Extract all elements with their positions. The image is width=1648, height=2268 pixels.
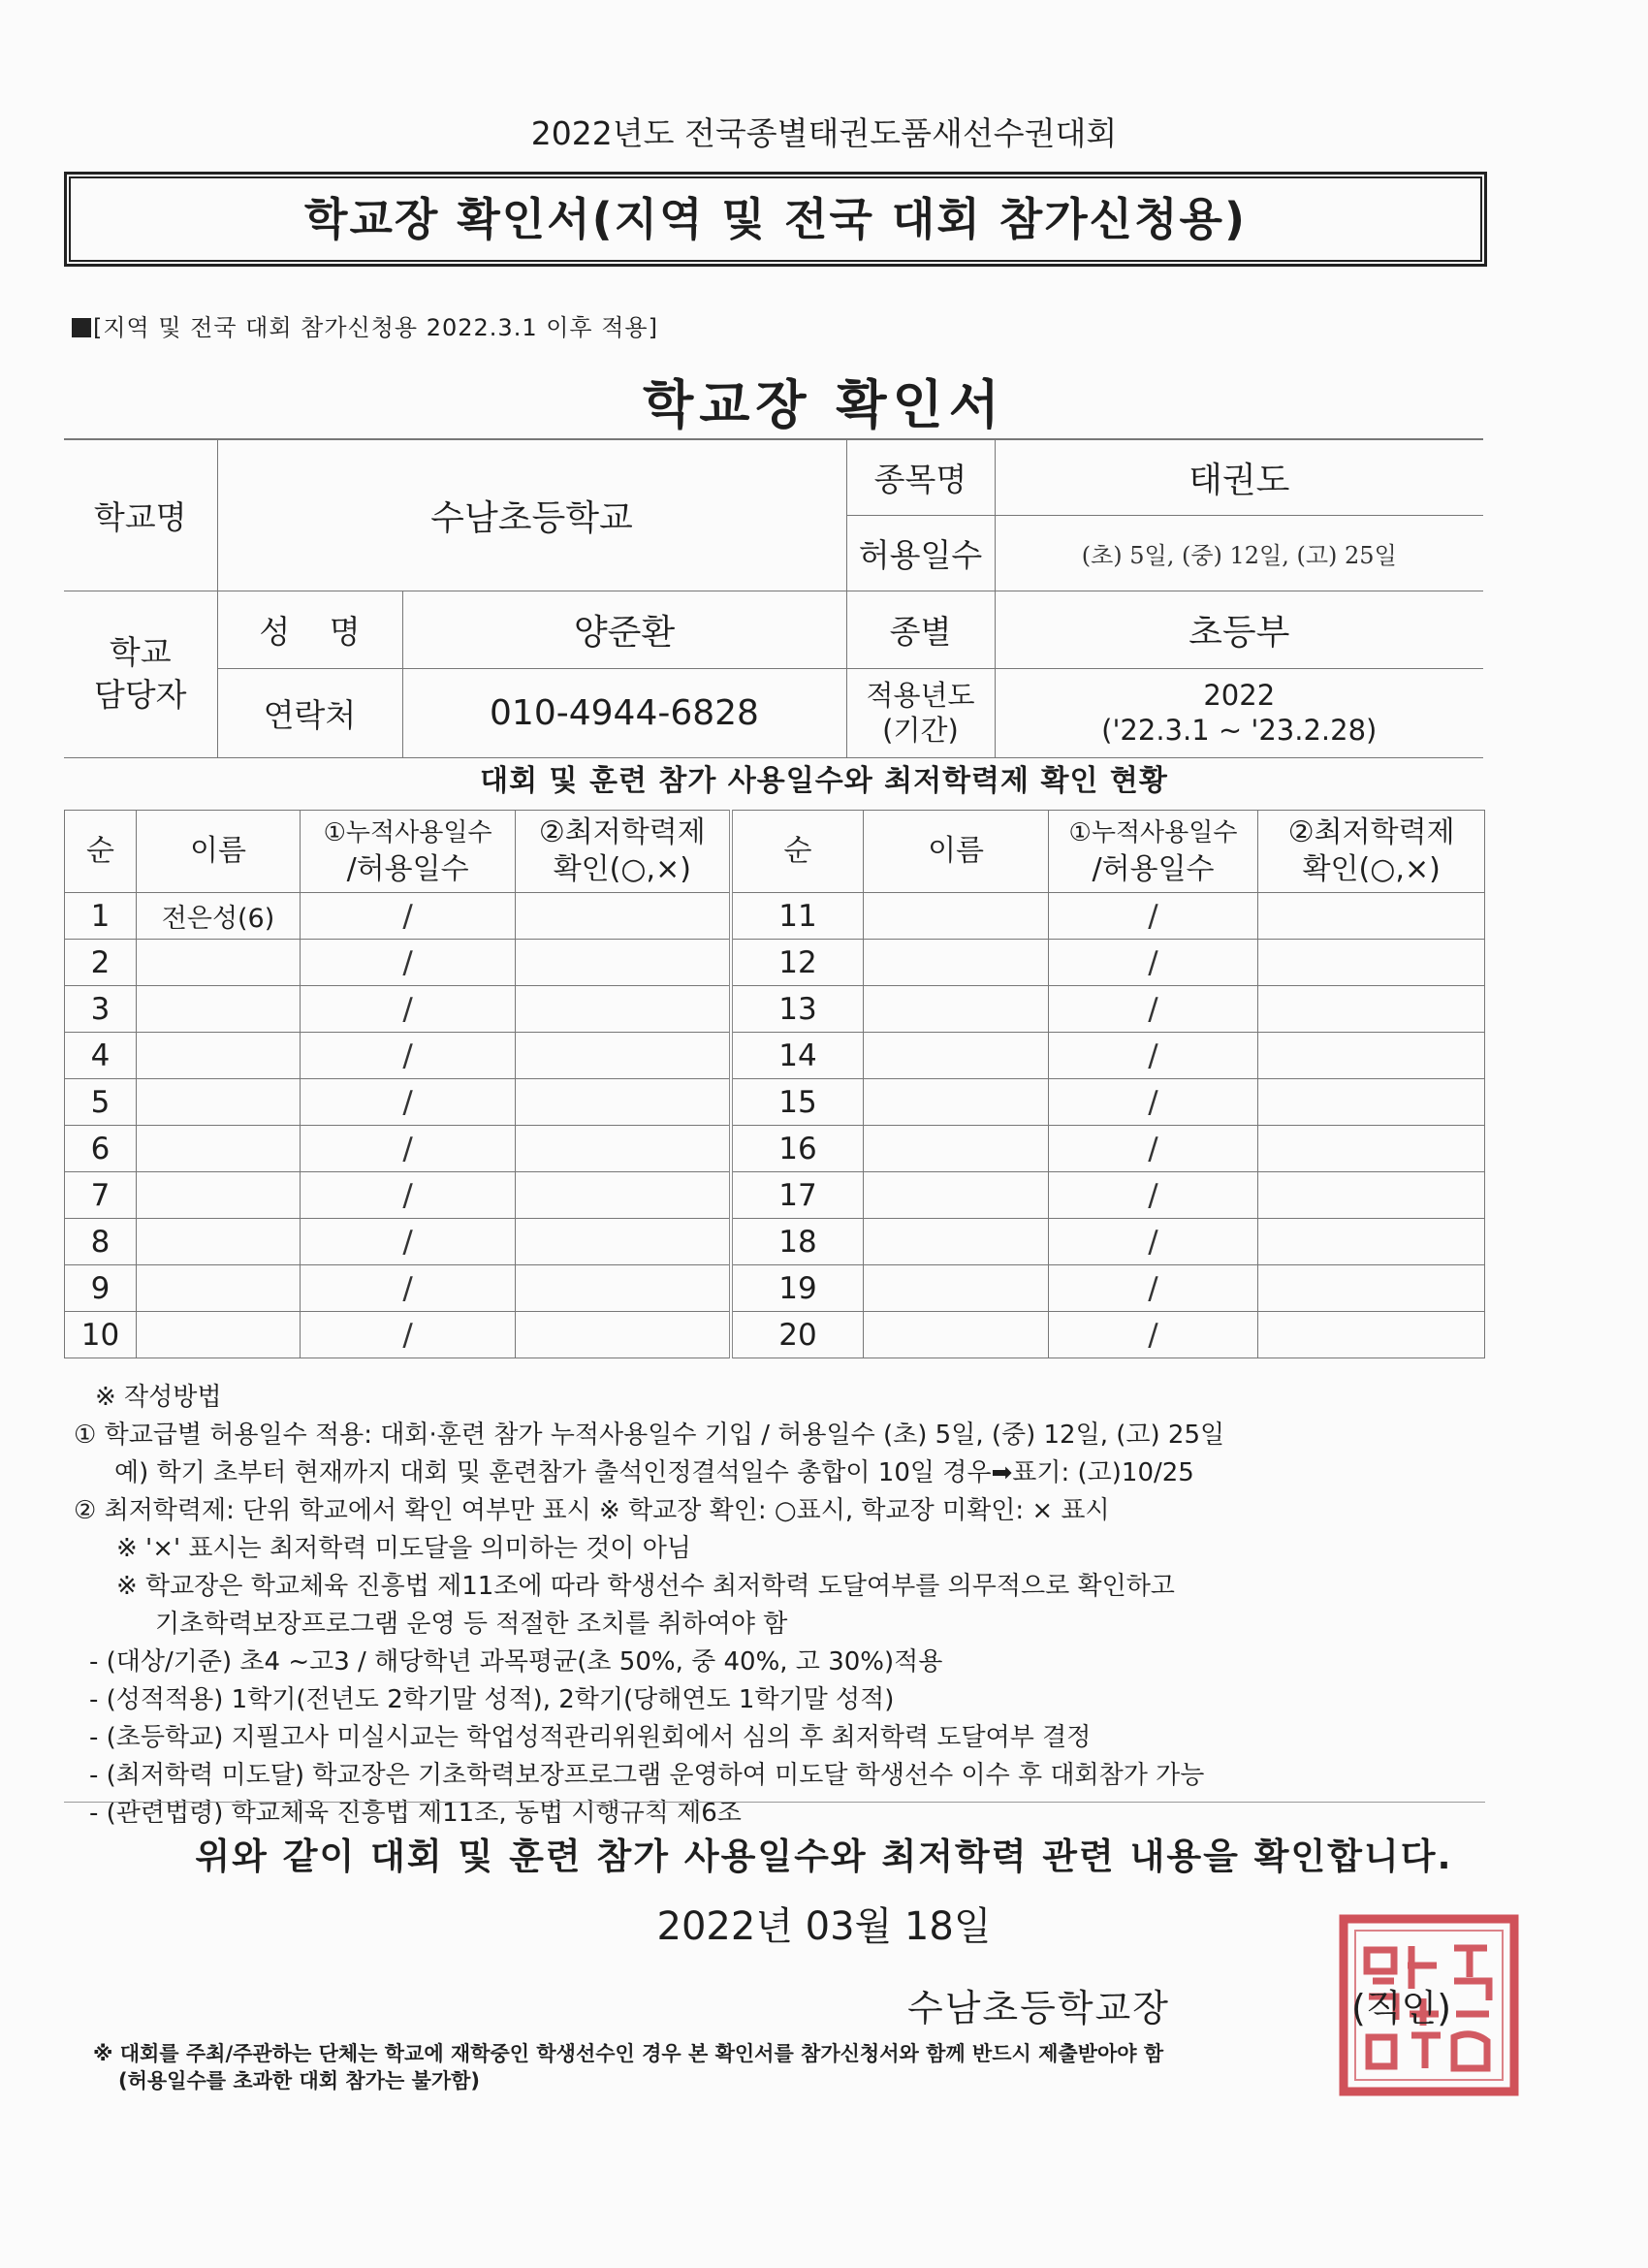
row-name [864,1079,1048,1126]
row-no: 15 [731,1079,864,1126]
row-check [516,893,731,940]
table-row [65,940,1485,986]
col-check-right-l1: ②최저학력제 [1287,815,1455,849]
row-name [136,940,300,986]
row-no: 3 [65,986,137,1033]
allowed-days-value: (초) 5일, (중) 12일, (고) 25일 [995,515,1483,591]
principal-signature: 수남초등학교장 [907,1987,1170,2029]
row-no: 17 [731,1172,864,1219]
division-label: 종별 [846,591,995,668]
row-check [1258,1126,1485,1172]
confirmation-statement: 위와 같이 대회 및 훈련 참가 사용일수와 최저학력 관련 내용을 확인합니다. [195,1836,1453,1877]
year-value-line1: 2022 [1203,679,1276,712]
event-title: 2022년도 전국종별태권도품새선수권대회 [530,114,1118,152]
row-days: / [1048,940,1258,986]
table-row [65,1079,1485,1126]
document-title: 학교장 확인서 [643,374,1005,435]
row-check [516,1265,731,1312]
instruction-line: - (성적적용) 1학기(전년도 2학기말 성적), 2학기(당해연도 1학기말 성적) [89,1685,895,1714]
applicability-note [72,308,658,342]
row-no: 2 [65,940,137,986]
row-days: / [1048,1265,1258,1312]
applicability-note-text: [지역 및 전국 대회 참가신청용 2022.3.1 이후 적용] [93,314,658,341]
row-days: / [1048,893,1258,940]
instruction-line: ② 최저학력제: 단위 학교에서 확인 여부만 표시 ※ 학교장 확인: ○표시, 학교장 미확인: × 표시 [74,1496,1110,1525]
instruction-line: 기초학력보장프로그램 운영 등 적절한 조치를 취하여야 함 [155,1610,788,1639]
instruction-line: ① 학교급별 허용일수 적용: 대회·훈련 참가 누적사용일수 기입 / 허용일수 (초) 5일, (중) 12일, (고) 25일 [74,1421,1225,1450]
table-row [65,1033,1485,1079]
row-days: / [1048,1079,1258,1126]
row-name [136,1126,300,1172]
year-value-line2: ('22.3.1 ~ '23.2.28) [1101,714,1378,747]
year-value [995,668,1483,757]
table-row [65,1172,1485,1219]
col-name-right: 이름 [864,811,1048,893]
row-name [136,1265,300,1312]
divider [64,1802,1485,1803]
col-no-left: 순 [65,811,137,893]
row-no: 9 [65,1265,137,1312]
row-check [516,1033,731,1079]
col-days-right-l1: ①누적사용일수 [1068,818,1238,847]
col-days-right [1048,811,1258,893]
col-days-left-l1: ①누적사용일수 [323,818,492,847]
row-name [136,1033,300,1079]
school-label: 학교명 [64,439,217,591]
year-label-line2: (기간) [882,714,959,747]
row-no: 8 [65,1219,137,1265]
contact-value: 010-4944-6828 [402,668,846,757]
year-label [846,668,995,757]
row-no: 7 [65,1172,137,1219]
row-name [864,940,1048,986]
table-row [65,1219,1485,1265]
instructions [74,1379,1508,1833]
instruction-line: - (관련법령) 학교체육 진흥법 제11조, 동법 시행규칙 제6조 [89,1799,742,1828]
row-name [136,1219,300,1265]
instruction-line: - (대상/기준) 초4 ~고3 / 해당학년 과목평균(초 50%, 중 40%, 고 30%)적용 [89,1647,943,1677]
row-days: / [301,940,516,986]
row-check [516,1219,731,1265]
row-days: / [301,893,516,940]
row-name [136,1312,300,1358]
col-check-right-l2: 확인(○,×) [1302,852,1441,886]
row-check [1258,1312,1485,1358]
col-days-left-l2: /허용일수 [346,852,469,886]
manager-label-line2: 담당자 [93,676,187,714]
table-row [65,1265,1485,1312]
row-no: 10 [65,1312,137,1358]
row-days: / [301,1079,516,1126]
square-bullet-icon [72,318,91,337]
row-days: / [1048,1126,1258,1172]
row-no: 6 [65,1126,137,1172]
row-no: 16 [731,1126,864,1172]
col-days-right-l2: /허용일수 [1092,852,1215,886]
row-days: / [301,986,516,1033]
col-check-right [1258,811,1485,893]
row-no: 13 [731,986,864,1033]
row-name [136,1079,300,1126]
form-title: 학교장 확인서(지역 및 전국 대회 참가신청용) [304,193,1247,245]
row-name: 전은성(6) [136,893,300,940]
footnote-line: ※ 대회를 주최/주관하는 단체는 학교에 재학중인 학생선수인 경우 본 확인서를 참가신청서와 함께 반드시 제출받아야 함 [93,2042,1164,2065]
row-days: / [1048,986,1258,1033]
row-name [864,1219,1048,1265]
division-value: 초등부 [995,591,1483,668]
row-check [1258,940,1485,986]
row-days: / [1048,1312,1258,1358]
row-no: 18 [731,1219,864,1265]
footnote-line: (허용일수를 초과한 대회 참가는 불가함) [118,2069,481,2092]
col-name-left: 이름 [136,811,300,893]
year-label-line1: 적용년도 [866,679,975,712]
row-no: 19 [731,1265,864,1312]
row-check [516,986,731,1033]
table-row [65,1126,1485,1172]
row-check [1258,1033,1485,1079]
row-check [1258,893,1485,940]
table-row [65,1312,1485,1358]
sport-value: 태권도 [995,439,1483,515]
row-name [864,893,1048,940]
row-name [864,986,1048,1033]
row-name [864,1126,1048,1172]
row-name [864,1172,1048,1219]
col-check-left [516,811,731,893]
row-no: 11 [731,893,864,940]
row-check [1258,1219,1485,1265]
row-check [516,1079,731,1126]
school-value: 수남초등학교 [217,439,846,591]
row-days: / [1048,1033,1258,1079]
row-days: / [301,1033,516,1079]
row-name [864,1033,1048,1079]
row-name [864,1312,1048,1358]
table-row [65,893,1485,940]
name-value: 양준환 [402,591,846,668]
row-no: 20 [731,1312,864,1358]
seal-mark: (직인) [1351,1987,1452,2029]
row-days: / [1048,1172,1258,1219]
row-check [1258,1172,1485,1219]
instruction-line: 예) 학기 초부터 현재까지 대회 및 훈련참가 출석인정결석일수 총합이 10일 경우➡표기: (고)10/25 [114,1458,1194,1487]
row-no: 12 [731,940,864,986]
instruction-line: - (최저학력 미도달) 학교장은 기초학력보장프로그램 운영하여 미도달 학생선수 이수 후 대회참가 가능 [89,1761,1205,1790]
row-days: / [301,1126,516,1172]
row-name [864,1265,1048,1312]
row-no: 1 [65,893,137,940]
col-check-left-l2: 확인(○,×) [553,852,691,886]
row-check [516,1172,731,1219]
row-check [516,940,731,986]
row-days: / [301,1172,516,1219]
row-check [1258,986,1485,1033]
row-check [516,1126,731,1172]
row-days: / [301,1312,516,1358]
row-name [136,1172,300,1219]
manager-label [64,591,217,757]
col-days-left [301,811,516,893]
row-no: 5 [65,1079,137,1126]
row-days: / [1048,1219,1258,1265]
contact-label: 연락처 [217,668,402,757]
status-title: 대회 및 훈련 참가 사용일수와 최저학력제 확인 현황 [480,764,1168,798]
row-name [136,986,300,1033]
col-no-right: 순 [731,811,864,893]
row-no: 14 [731,1033,864,1079]
manager-label-line1: 학교 [109,633,172,671]
form-title-box [64,172,1487,267]
usage-grid [64,810,1485,1358]
row-check [1258,1265,1485,1312]
footnote [93,2040,1470,2094]
instruction-line: ※ 학교장은 학교체육 진흥법 제11조에 따라 학생선수 최저학력 도달여부를 의무적으로 확인하고 [116,1572,1175,1601]
instructions-heading: ※ 작성방법 [95,1383,222,1412]
allowed-days-label: 허용일수 [846,515,995,591]
name-label: 성 명 [217,591,402,668]
row-days: / [301,1265,516,1312]
row-check [516,1312,731,1358]
table-row [65,986,1485,1033]
col-check-left-l1: ②최저학력제 [538,815,706,849]
issue-date: 2022년 03월 18일 [656,1904,992,1949]
row-days: / [301,1219,516,1265]
sport-label: 종목명 [846,439,995,515]
row-check [1258,1079,1485,1126]
instruction-line: ※ '×' 표시는 최저학력 미도달을 의미하는 것이 아님 [116,1534,691,1563]
row-no: 4 [65,1033,137,1079]
instruction-line: - (초등학교) 지필고사 미실시교는 학업성적관리위원회에서 심의 후 최저학력 도달여부 결정 [89,1723,1092,1752]
info-table [64,438,1483,758]
